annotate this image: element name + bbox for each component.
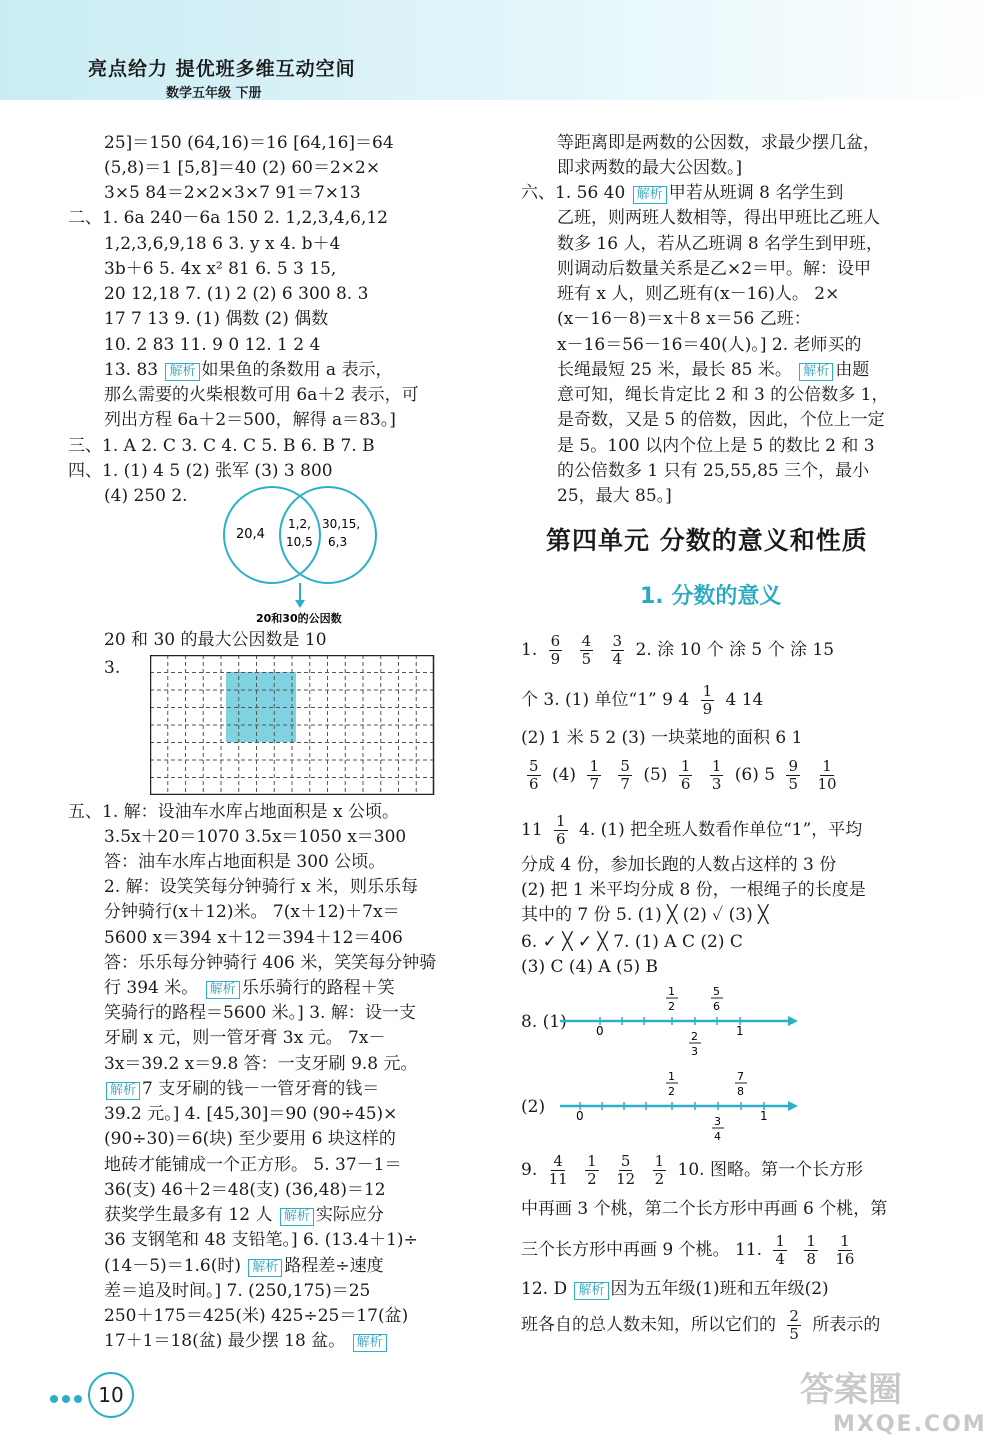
text-line: 39.2 元。] 4. [45,30]＝90 (90÷45)× [104,1104,398,1124]
answer-text: 路程差÷速度 [284,1256,384,1276]
text-line: 答：乐乐每分钟骑行 406 米，笑笑每分钟骑 [104,953,437,973]
section-title: 1. 分数的意义 [640,584,782,609]
answer-text: 12. D [521,1279,568,1299]
answer-text: (6) 5 [734,765,776,785]
text-line: (2) [521,1097,546,1117]
tick-label: 1 [668,1070,675,1083]
text-line: 2. 解：设笑笑每分钟骑行 x 米，则乐乐每 [104,877,419,897]
tick-label: 1 [668,985,675,998]
answer-text: 甲若从班调 8 名学生到 [668,183,844,203]
text-line: 即求两数的最大公因数。] [557,158,743,178]
text-line: 8. (1) [521,1012,567,1032]
answer-text: 4. (1) 把全班人数看作单位“1”，平均 [579,820,863,840]
text-line: (4) 250 2. [104,486,188,506]
text-line [104,1254,384,1278]
book-subtitle: 数学五年级 下册 [166,86,262,101]
answer-text: 7 支牙刷的钱－一管牙膏的钱＝ [142,1079,380,1099]
text-line: 是 5。100 以内个位上是 5 的数比 2 和 3 [557,436,875,456]
text-line: 笑骑行的路程＝5600 米。] 3. 解：设一支 [104,1003,416,1023]
header-band [0,0,1000,100]
text-line [521,1150,863,1190]
text-line: 分成 4 份，参加长跑的人数占这样的 3 份 [521,855,837,875]
tick-label: 2 [668,1000,675,1013]
text-line [104,1329,389,1353]
answer-text: 三个长方形中再画 9 个桃。 11. [521,1240,763,1260]
analysis-tag: 解析 [165,363,199,381]
text-line [104,358,392,382]
text-line: 班有 x 人，则乙班有(x－16)人。 2× [557,284,840,304]
analysis-tag: 解析 [206,981,240,999]
text-line: 则调动后数量关系是乙×2＝甲。解：设甲 [557,259,872,279]
text-line: 6. ✓ ╳ ✓ ╳ 7. (1) A C (2) C [521,932,743,952]
answer-text: 实际应分 [315,1205,384,1225]
fraction: $\frac{5}{6}$ [529,757,539,793]
watermark-logo: 答案圈 [800,1370,902,1410]
tick-label: 4 [714,1130,721,1143]
fraction: $\frac{5}{12}$ [616,1152,636,1188]
venn-diagram [210,480,390,630]
answer-text: 13. 83 [104,360,159,380]
fraction: $\frac{4}{5}$ [581,632,592,668]
text-line: 等距离即是两数的公因数，求最少摆几盆， [557,133,880,153]
venn-mid-text: 10,5 [286,535,313,549]
answer-text: 所表示的 [812,1315,881,1335]
text-line: 1,2,3,6,9,18 6 3. y x 4. b＋4 [104,234,341,254]
analysis-tag: 解析 [799,363,833,381]
answer-text: 17＋1＝18(盆) 最少摆 18 盆。 [104,1331,346,1351]
text-line: 3x＝39.2 x＝9.8 答：一支牙刷 9.8 元。 [104,1054,418,1074]
decor-dots [50,1388,86,1408]
answer-text: 4 14 [725,690,764,710]
text-line: 二、1. 6a 240－6a 150 2. 1,2,3,4,6,12 [68,208,388,228]
fraction: $\frac{1}{8}$ [806,1232,816,1268]
text-line [521,181,843,205]
tick-label: 2 [691,1030,698,1043]
analysis-tag: 解析 [574,1282,608,1300]
text-line [521,810,862,850]
answer-text: (5) [643,765,668,785]
text-line [521,1230,860,1270]
fraction: $\frac{1}{6}$ [556,812,566,848]
text-line: 差＝追及时间。] 7. (250,175)＝25 [104,1281,371,1301]
text-line: 25，最大 85。] [557,486,672,506]
tick-label: 6 [713,1000,720,1013]
answer-text: 2. 涂 10 个 涂 5 个 涂 15 [635,640,835,660]
answer-text: 获奖学生最多有 12 人 [104,1205,273,1225]
text-line: (5,8)＝1 [5,8]＝40 (2) 60＝2×2× [104,158,381,178]
text-line: 5600 x＝394 x＋12＝394＋12＝406 [104,928,403,948]
text-line: 25]＝150 (64,16)＝16 [64,16]＝64 [104,133,394,153]
fraction: $\frac{2}{5}$ [789,1307,799,1343]
text-line [521,680,763,720]
fraction: $\frac{1}{16}$ [835,1232,855,1268]
answer-text: 由题 [835,360,870,380]
text-line [104,1077,379,1101]
answer-text: 长绳最短 25 米，最长 85 米。 [557,360,792,380]
text-line: 36 支钢笔和 48 支铅笔。] 6. (13.4＋1)÷ [104,1230,418,1250]
answer-text: (4) [551,765,577,785]
tick-label: 3 [714,1115,721,1128]
answer-text: 班各自的总人数未知，所以它们的 [521,1315,776,1335]
text-line: 3.5x＋20＝1070 3.5x＝1050 x＝300 [104,827,407,847]
venn-left-text: 20,4 [236,527,265,542]
tick-label: 7 [737,1070,744,1083]
answer-text: 如果鱼的条数用 a 表示， [201,360,393,380]
fraction: $\frac{1}{2}$ [587,1152,597,1188]
tick-label: 0 [576,1109,584,1123]
text-line: 中再画 3 个桃，第二个长方形中再画 6 个桃，第 [521,1199,888,1219]
text-line: 3b＋6 5. 4x x² 81 6. 5 3 15, [104,259,337,279]
text-line: 数多 16 人，若从乙班调 8 名学生到甲班， [557,234,884,254]
text-line: 乙班，则两班人数相等，得出甲班比乙班人 [557,208,880,228]
text-line [557,358,869,382]
answer-text: 个 3. (1) 单位“1” 9 4 [521,690,690,710]
text-line: 那么需要的火柴根数可用 6a＋2 表示，可 [104,385,419,405]
arrow-down-icon [295,600,305,608]
analysis-tag: 解析 [353,1334,387,1352]
tick-label: 1 [736,1024,744,1038]
venn-right-text: 30,15, [322,517,361,531]
number-line-2 [560,1070,800,1145]
fraction: $\frac{1}{4}$ [775,1232,786,1268]
text-line [521,1277,829,1301]
text-line: (90÷30)＝6(块) 至少要用 6 块这样的 [104,1129,396,1149]
text-line: 是奇数，又是 5 的倍数，因此，个位上一定 [557,410,885,430]
text-line: 其中的 7 份 5. (1) ╳ (2) ✓ (3) ╳ [521,905,769,925]
fraction: $\frac{1}{7}$ [589,757,599,793]
number-line-1 [560,985,800,1060]
text-line [104,1203,384,1227]
text-line: 五、1. 解：设油车水库占地面积是 x 公顷。 [68,802,400,822]
text-line: 分钟骑行(x＋12)米。 7(x＋12)＋7x＝ [104,902,400,922]
grid-figure [150,655,435,795]
text-line: 20 和 30 的最大公因数是 10 [104,630,327,650]
page-number: 10 [88,1372,134,1418]
fraction: $\frac{1}{3}$ [711,757,722,793]
analysis-tag: 解析 [633,186,667,204]
fraction: $\frac{3}{4}$ [612,632,623,668]
fraction: $\frac{6}{9}$ [550,632,561,668]
answer-text: 因为五年级(1)班和五年级(2) [610,1279,829,1299]
arrow-right-icon [788,1101,798,1111]
text-line: 四、1. (1) 4 5 (2) 张军 (3) 3 800 [68,461,333,481]
text-line: 20 12,18 7. (1) 2 (2) 6 300 8. 3 [104,284,369,304]
watermark-url: MXQE.COM [833,1412,987,1437]
text-line: 36(支) 46＋2＝48(支) (36,48)＝12 [104,1180,386,1200]
answer-text: 10. 图略。第一个长方形 [677,1160,863,1180]
text-line: (2) 把 1 米平均分成 8 份，一根绳子的长度是 [521,880,866,900]
answer-text: 9. [521,1160,538,1180]
venn-mid-text: 1,2, [288,517,311,531]
text-line: (2) 1 米 5 2 (3) 一块菜地的面积 6 1 [521,728,803,748]
answer-text: 六、1. 56 40 [521,183,626,203]
answer-text: 乐乐骑行的路程＋笑 [241,978,395,998]
book-title: 亮点给力 提优班多维互动空间 [88,58,356,80]
text-line: 的公倍数多 1 只有 25,55,85 三个，最小 [557,461,870,481]
analysis-tag: 解析 [280,1208,314,1226]
fraction: $\frac{4}{11}$ [548,1152,568,1188]
tick-label: 8 [737,1085,744,1098]
text-line: 答：油车水库占地面积是 300 公顷。 [104,852,386,872]
tick-label: 2 [668,1085,675,1098]
analysis-tag: 解析 [248,1259,282,1277]
answer-text: 行 394 米。 [104,978,199,998]
text-line: 3×5 84＝2×2×3×7 91＝7×13 [104,183,361,203]
tick-label: 3 [691,1045,698,1058]
text-line: 牙刷 x 元，则一管牙膏 3x 元。 7x－ [104,1028,386,1048]
answer-text: 1. [521,640,538,660]
fraction: $\frac{9}{5}$ [788,757,799,793]
text-line [521,1305,880,1345]
text-line [104,976,395,1000]
text-line: 3. [104,658,121,678]
answer-text: 11 [521,820,543,840]
arrow-right-icon [788,1016,798,1026]
tick-label: 0 [596,1024,604,1038]
fraction: $\frac{1}{9}$ [702,682,713,718]
unit-title: 第四单元 分数的意义和性质 [546,526,868,555]
answer-text: (14－5)＝1.6(时) [104,1256,242,1276]
fraction: $\frac{1}{10}$ [817,757,837,793]
tick-label: 1 [760,1109,768,1123]
text-line: (3) C (4) A (5) B [521,957,659,977]
analysis-tag: 解析 [106,1082,140,1100]
fraction: $\frac{5}{7}$ [620,757,630,793]
text-line: 17 7 13 9. (1) 偶数 (2) 偶数 [104,309,329,329]
tick-label: 5 [713,985,720,998]
text-line: 10. 2 83 11. 9 0 12. 1 2 4 [104,335,321,355]
venn-caption: 20和30的公因数 [256,612,342,625]
text-line: 地砖才能铺成一个正方形。 5. 37－1＝ [104,1155,402,1175]
text-line: x－16＝56－16＝40(人)。] 2. 老师买的 [557,335,862,355]
fraction: $\frac{1}{2}$ [654,1152,665,1188]
venn-right-text: 6,3 [328,535,348,549]
text-line: (x－16－8)＝x＋8 x＝56 乙班： [557,309,811,329]
text-line: 意可知，绳长肯定比 2 和 3 的公倍数多 1， [557,385,889,405]
text-line [521,755,843,795]
fraction: $\frac{1}{6}$ [680,757,691,793]
text-line [521,630,834,670]
text-line: 列出方程 6a＋2＝500，解得 a＝83。] [104,410,396,430]
text-line: 三、1. A 2. C 3. C 4. C 5. B 6. B 7. B [68,436,375,456]
text-line: 250＋175＝425(米) 425÷25＝17(盆) [104,1306,409,1326]
